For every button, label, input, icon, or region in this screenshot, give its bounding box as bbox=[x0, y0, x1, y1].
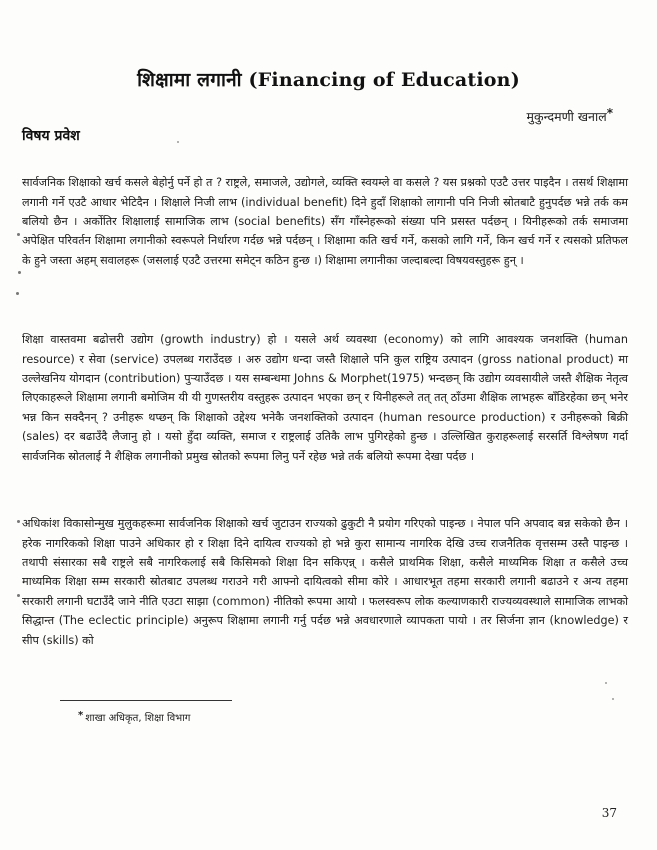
scan-speck bbox=[612, 698, 614, 700]
scan-speck bbox=[16, 292, 19, 295]
author-footnote-marker: * bbox=[606, 106, 613, 120]
body-paragraph-3: अधिकांश विकासोन्मुख मुलुकहरूमा सार्वजनिक शिक्षाको खर्च जुटाउन राज्यको ढुकुटी नै प्रयोग गरिएको पाइन्छ । नेपाल पनि अपवाद बन्न सकेको छैन । हरेक नागरिकको शिक्षा पाउने अधिकार हो र शिक्षा दिने दायित्व राज्यको हो भन्ने कुरा सामान्य नागरिक देखि उच्च राजनैतिक वृत्तसम्म उस्तै पाइन्छ । तथापी संसारका सबै राष्ट्रले सबै नागरिकलाई सबै किसिमको शिक्षा दिन सकिएन्न् । कसैले प्राथमिक शिक्षा, कसैले माध्यमिक शिक्षा त कसैले उच्च माध्यमिक शिक्षा सम्म सरकारी स्रोतबाट उपलब्ध गराउने गरी आफ्नो दायित्वको सीमा कोरे । आधारभूत तहमा सरकारी लगानी बढाउने र अन्य तहमा सरकारी लगानी घटाउँदै जाने नीति एउटा साझा (common) नीतिको रूपमा आयो । फलस्वरूप लोक कल्याणकारी राज्यव्यवस्थाले सामाजिक लाभको सिद्धान्त (The eclectic principle) अनुरूप शिक्षामा लगानी गर्नु पर्दछ भन्ने अवधारणाले व्यापकता पायो । तर सिर्जना ज्ञान (knowledge) र सीप (skills) को bbox=[22, 517, 628, 647]
footnote bbox=[78, 710, 190, 724]
page-number: 37 bbox=[601, 806, 617, 820]
body-paragraph-1: सार्वजनिक शिक्षाको खर्च कसले बेहोर्नु पर्ने हो त ? राष्ट्रले, समाजले, उद्योगले, व्यक्ति स्वयम्ले वा कसले ? यस प्रश्नको एउटै उत्तर पाइदैन । तसर्थ शिक्षामा लगानी गर्ने एउटै आधार भेटिदैन । शिक्षाले निजी लाभ (individual benefit) दिने हुदाँ शिक्षाको लागानी पनि निजी स्रोतबाटै हुनुपर्दछ भन्ने तर्क कम बलियो छैन । अर्कोतिर शिक्षालाई सामाजिक लाभ (social benefits) सँग गाँस्नेहरूको संख्या पनि प्रसस्त पर्दछन् । यिनीहरूको तर्क समाजमा अपेक्षित परिवर्तन शिक्षामा लगानीको स्वरूपले निर्धारण गर्दछ भन्ने पर्दछन् । शिक्षामा कति खर्च गर्ने, कसको लागि गर्ने, किन खर्च गर्ने र त्यसको प्रतिफल के हुने जस्ता अहम् सवालहरू (जसलाई एउटै उत्तरमा समेट्न कठिन हुन्छ ।) शिक्षामा लगानीका जल्दाबल्दा विषयवस्तुहरू हुन् । bbox=[22, 176, 628, 267]
article-title: शिक्षामा लगानी (Financing of Education) bbox=[137, 69, 520, 91]
scan-speck bbox=[17, 520, 20, 523]
scan-speck bbox=[605, 682, 607, 684]
footnote-text: शाखा अधिकृत, शिक्षा विभाग bbox=[85, 713, 191, 724]
author-line bbox=[527, 106, 613, 125]
scan-speck bbox=[17, 594, 20, 597]
scan-speck bbox=[17, 233, 20, 236]
scan-speck bbox=[177, 141, 179, 143]
author-name: मुकुन्दमणी खनाल bbox=[526, 109, 607, 124]
footnote-marker: * bbox=[78, 710, 84, 721]
scan-speck bbox=[18, 271, 21, 274]
footnote-divider bbox=[60, 700, 232, 701]
section-heading: विषय प्रवेश bbox=[22, 128, 80, 144]
body-paragraph-2: शिक्षा वास्तवमा बढोत्तरी उद्योग (growth industry) हो । यसले अर्थ व्यवस्था (economy) को लागि आवश्यक जनशक्ति (human resource) र सेवा (service) उपलब्ध गराउँदछ । अरु उद्योग धन्दा जस्तै शिक्षाले पनि कुल राष्ट्रिय उत्पादन (gross national product) मा उल्लेखनिय योगदान (contribution) पुऱ्याउँदछ । यस सम्बन्धमा Johns & Morphet(1975) भन्दछन् कि उद्योग व्यवसायीले जस्तै शैक्षिक नेतृत्व लिएकाहरूले शिक्षामा लगानी बमोजिम यी यी गुणस्तरीय वस्तुहरू उत्पादन भएका छन् र यिनीहरूले तत् तत् ठाँउमा शैक्षिक लाभहरू बाँडिरहेका छन् भनेर भन्न किन सक्दैनन् ? उनीहरू थप्छन् कि शिक्षाको उद्देश्य भनेकै जनशक्तिको उत्पादन (human resource production) र उनीहरूको बिक्री (sales) दर बढाउँदै लैजानु हो । यसो हुँदा व्यक्ति, समाज र राष्ट्रलाई उतिकै लाभ पुगिरहेको हुन्छ । उल्लिखित कुराहरूलाई सरसर्ति विश्लेषण गर्दा सार्वजनिक स्रोतलाई नै शैक्षिक लगानीको प्रमुख स्रोतको रूपमा लिनु पर्ने रहेछ भन्ने तर्क बलियो रूपमा देखा पर्दछ । bbox=[22, 333, 628, 463]
